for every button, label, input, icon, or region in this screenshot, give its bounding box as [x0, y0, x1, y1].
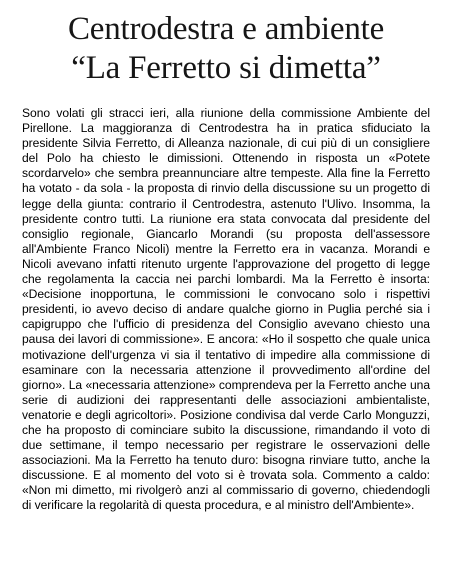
article-body: Sono volati gli stracci ieri, alla riunione della commissione Ambiente del Pirellone. La maggioranza di Centrodestra ha in pratica sfiduciato la presidente Silvia Ferretto, di Alleanza nazionale, di cui più di un consigliere del Polo ha chiesto le dimissioni. Ottenendo in risposta un «Potete scordarvelo» che sembra preannunciare altre tempeste. Alla fine la Ferretto ha votato - da sola - la proposta di rinvio della discussione su un progetto di legge della giunta: contrario il Centrodestra, astenuto l'Ulivo. Insomma, la presidente contro tutti. La riunione era stata convocata dal presidente del consiglio regionale, Giancarlo Morandi (su proposta dell'assessore all'Ambiente Franco Nicoli) mentre la Ferretto era in vacanza. Morandi e Nicoli avevano infatti ritenuto urgente l'approvazione del progetto di legge che regolamenta la caccia nei parchi lombardi. Ma la Ferretto è insorta: «Decisione inopportuna, le commissioni le convocano solo i rispettivi presidenti, io avevo deciso di andare qualche giorno in Puglia perché sia i capigruppo che l'ufficio di presidenza del Consiglio avevano chiesto una pausa dei lavori di commissione». E ancora: «Ho il sospetto che quale unica motivazione dell'urgenza vi sia il tentativo di impedire alla commissione di esaminare con la necessaria attenzione il provvedimento all'ordine del giorno». La «necessaria attenzione» comprendeva per la Ferretto anche una serie di audizioni dei rappresentanti delle associazioni ambientaliste, venatorie e degli agricoltori». Posizione condivisa dal verde Carlo Monguzzi, che ha proposto di cominciare subito la discussione, rimandando il voto di due settimane, il tempo necessario per registrare le osservazioni delle associazioni. Ma la Ferretto ha tenuto duro: bisogna rinviare tutto, anche la discussione. E al momento del voto si è trovata sola. Commento a caldo: «Non mi dimetto, mi rivolgerò anzi al commissario di governo, chiedendogli di verificare la regolarità di questa procedura, e al ministro dell'Ambiente».	[22, 106, 430, 513]
headline-line-1: Centrodestra e ambiente	[67, 11, 385, 47]
headline-line-2: “La Ferretto si dimetta”	[71, 50, 381, 86]
headline	[22, 10, 430, 88]
